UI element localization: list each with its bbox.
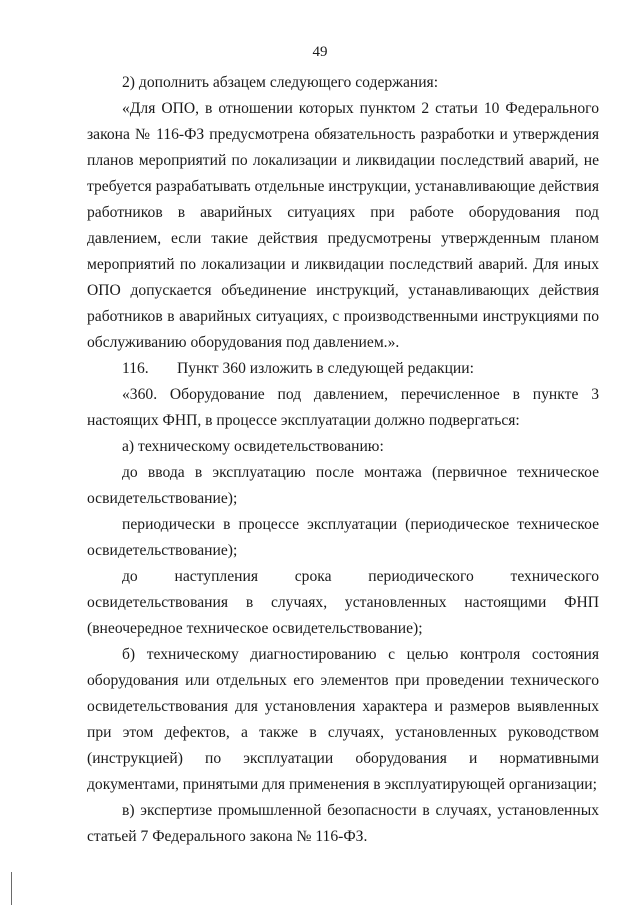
document-body [87, 70, 599, 850]
item-116-number: 116. [122, 360, 149, 377]
paragraph-360: «360. Оборудование под давлением, перечисленное в пункте 3 настоящих ФНП, в процессе эксплуатации должно подвергаться: [87, 386, 599, 429]
paragraph-opo-quote: «Для ОПО, в отношении которых пунктом 2 статьи 10 Федерального закона № 116-ФЗ предусмотрена обязательность разработки и утверждения планов мероприятий по локализации и ликвидации последствий аварий, не требуется разрабатывать отдельные инструкции, устанавливающие действия работников в аварийных ситуациях при работе оборудования под давлением, если такие действия предусмотрены утвержденным планом мероприятий по локализации и ликвидации последствий аварий. Для иных ОПО допускается объединение инструкций, устанавливающих действия работников в аварийных ситуациях, с производственными инструкциями по обслуживанию оборудования под давлением.». [87, 100, 599, 351]
page-number: 49 [312, 44, 328, 60]
scan-edge-line [11, 872, 12, 905]
list-item-b: б) техническому диагностированию с целью контроля состояния оборудования или отдельных его элементов при проведении технического освидетельствования для установления характера и размеров выявленных при этом дефектов, а также в случаях, установленных руководством (инструкцией) по эксплуатации оборудования и нормативными документами, принятыми для применения в эксплуатирующей организации; [87, 646, 599, 793]
item-116 [87, 356, 599, 382]
list-item-v: в) экспертизе промышленной безопасности в случаях, установленных статьей 7 Федерального закона № 116-ФЗ. [87, 802, 599, 845]
paragraph-add-clause: 2) дополнить абзацем следующего содержания: [122, 74, 439, 91]
list-item-a: а) техническому освидетельствованию: [122, 438, 384, 455]
list-item-initial: до ввода в эксплуатацию после монтажа (первичное техническое освидетельствование); [87, 464, 599, 507]
list-item-extraordinary: до наступления срока периодического технического освидетельствования в случаях, установленных настоящими ФНП (внеочередное техническое освидетельствование); [87, 568, 599, 637]
item-116-text: Пункт 360 изложить в следующей редакции: [177, 360, 474, 377]
list-item-periodic: периодически в процессе эксплуатации (периодическое техническое освидетельствование); [87, 516, 599, 559]
